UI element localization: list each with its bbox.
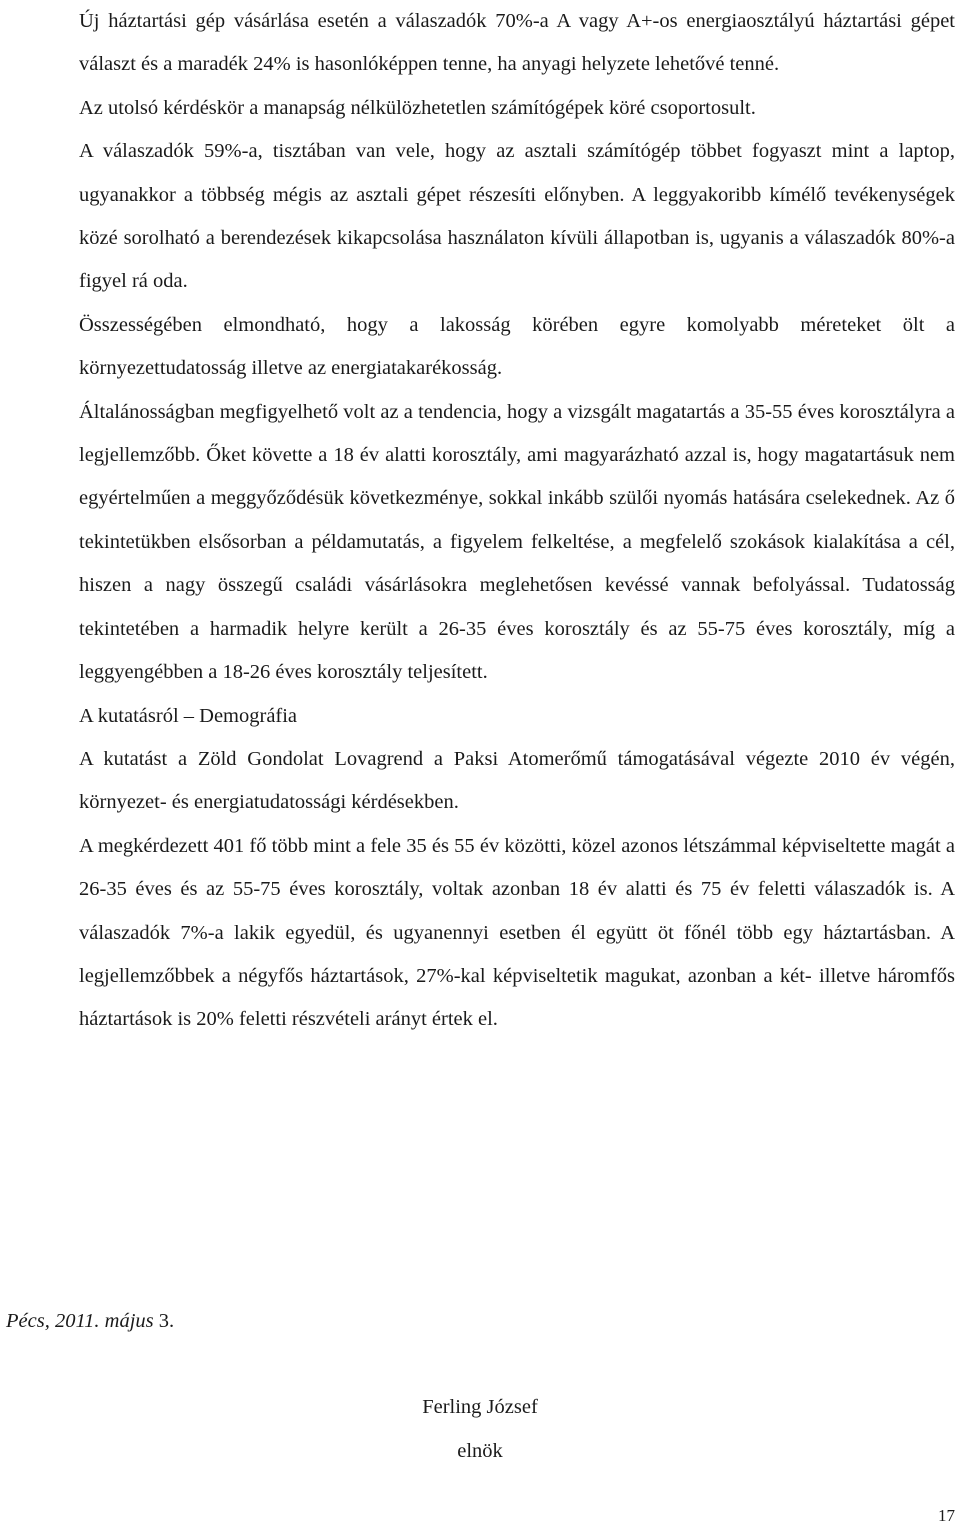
- paragraph-appliance-purchase: Új háztartási gép vásárlása esetén a válaszadók 70%-a A vagy A+-os energiaosztályú háztartási gépet választ és a maradék 24% is hasonlóképpen tenne, ha anyagi helyzete lehetővé tenné.: [79, 10, 955, 76]
- section-heading-demography: A kutatásról – Demográfia: [79, 704, 298, 727]
- page-number: 17: [938, 1506, 955, 1525]
- place-date-day: 3.: [158, 1310, 175, 1332]
- place-date-text: Pécs, 2011. május: [6, 1310, 154, 1332]
- paragraph-respondents: A megkérdezett 401 fő több mint a fele 35 és 55 év közötti, közel azonos létszámmal képviseltette magát a 26-35 éves és az 55-75 éves korosztály, voltak azonban 18 év alatti és 75 év feletti válaszadók is. A válaszadók 7%-a lakik egyedül, és ugyanennyi esetben él együtt öt főnél több egy háztartásban. A legjellemzőbbek a négyfős háztartások, 27%-kal képviseltetik magukat, azonban a két- illetve háromfős háztartások is 20% feletti részvételi arányt értek el.: [79, 834, 955, 1031]
- paragraph-summary: Összességében elmondható, hogy a lakosság körében egyre komolyabb méreteket ölt a környezettudatosság illetve az energiatakarékosság.: [79, 313, 955, 380]
- place-date: [6, 1306, 174, 1336]
- paragraph-age-groups: Általánosságban megfigyelhető volt az a tendencia, hogy a vizsgált magatartás a 35-55 éves korosztályra a legjellemzőbb. Őket követte a 18 év alatti korosztály, ami magyarázható azzal is, hogy magatartásuk nem egyértelműen a meggyőződésük következménye, sokkal inkább szülői nyomás hatására cselekednek. Az ő tekintetükben elsősorban a példamutatás, a figyelem felkeltése, a megfelelő szokások kialakítása a cél, hiszen a nagy összegű családi vásárlásokra meglehetősen kevéssé vannak befolyással. Tudatosság tekintetében a harmadik helyre került a 26-35 éves korosztály és az 55-75 éves korosztály, míg a leggyengébben a 18-26 éves korosztály teljesített.: [79, 400, 955, 684]
- body-text: [79, 0, 955, 1042]
- signature-name: Ferling József: [422, 1396, 538, 1418]
- signature-title: elnök: [457, 1440, 503, 1462]
- paragraph-computers-intro: Az utolsó kérdéskör a manapság nélkülözhetetlen számítógépek köré csoportosult.: [79, 96, 756, 119]
- paragraph-research-sponsor: A kutatást a Zöld Gondolat Lovagrend a Paksi Atomerőmű támogatásával végezte 2010 év végén, környezet- és energiatudatossági kérdésekben.: [79, 747, 955, 814]
- paragraph-computers-details: A válaszadók 59%-a, tisztában van vele, hogy az asztali számítógép többet fogyaszt mint a laptop, ugyanakkor a többség mégis az asztali gépet részesíti előnyben. A leggyakoribb kímélő tevékenységek közé sorolható a berendezések kikapcsolása használaton kívüli állapotban is, ugyanis a válaszadók 80%-a figyel rá oda.: [79, 140, 955, 293]
